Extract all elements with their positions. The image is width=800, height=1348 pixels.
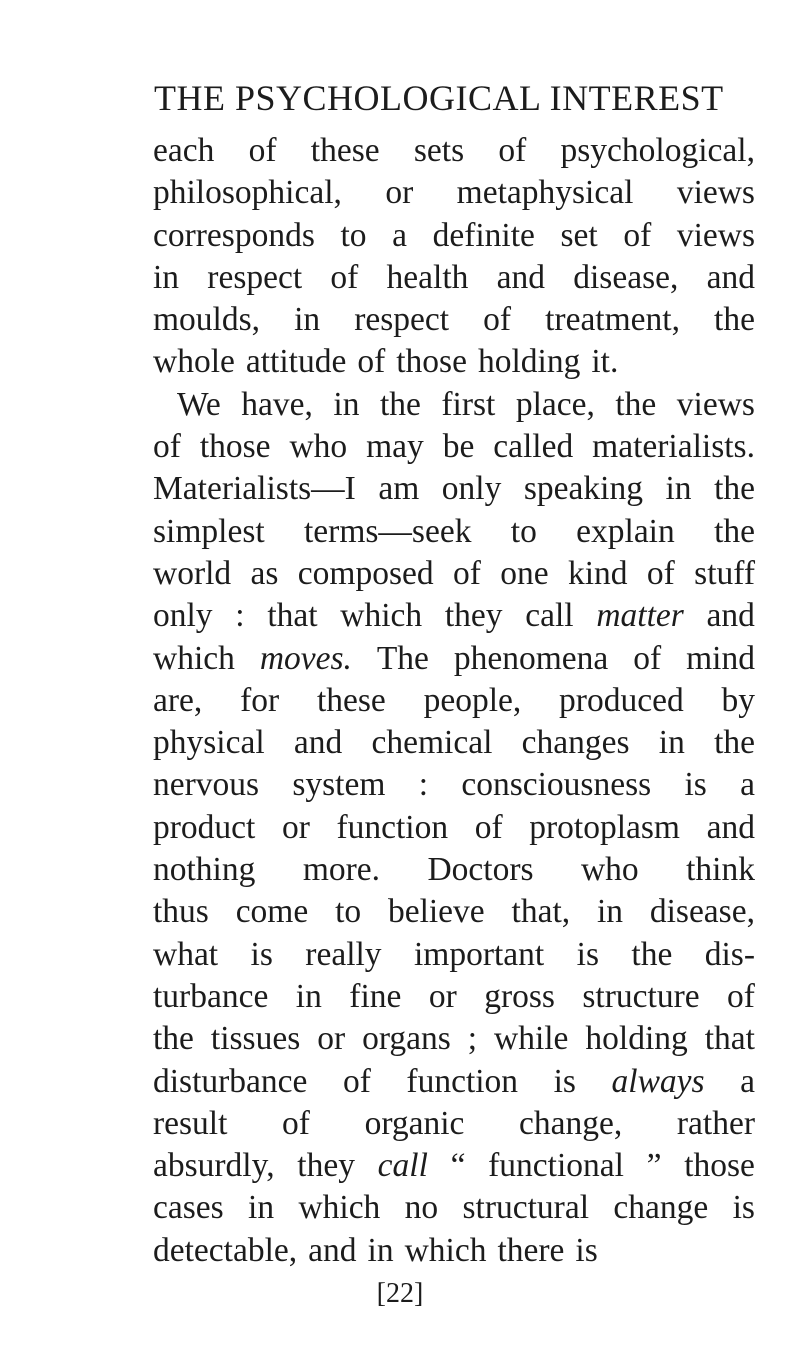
word: disturbance [153, 1062, 308, 1100]
word: moves. [259, 639, 352, 677]
word: organs [362, 1020, 451, 1058]
word: changes [521, 724, 630, 762]
word: may [366, 428, 424, 466]
word: of [342, 1062, 371, 1100]
word: of [623, 216, 652, 254]
text-line [153, 976, 755, 1018]
word: each [153, 132, 215, 169]
word: there [497, 1231, 565, 1269]
word: disease, [649, 893, 755, 931]
word: whole [153, 343, 235, 381]
word: that [267, 597, 318, 635]
word: is [250, 935, 273, 973]
running-head: THE PSYCHOLOGICAL INTEREST [154, 78, 724, 118]
word: to [510, 512, 537, 550]
word: metaphysical [456, 174, 634, 212]
word: first [441, 385, 496, 423]
word: : [235, 597, 245, 635]
text-line [153, 807, 755, 849]
word: corresponds [153, 216, 315, 254]
word: chemical [371, 724, 493, 762]
word: in [367, 1231, 394, 1269]
text-line [153, 553, 755, 595]
word: holding [477, 343, 581, 381]
text-line [153, 849, 755, 891]
word: which [153, 639, 235, 677]
word: of [483, 301, 512, 339]
word: think [686, 851, 755, 889]
word: ” [646, 1147, 662, 1185]
word: detectable, [153, 1231, 298, 1269]
word: and [308, 1231, 357, 1269]
word: it. [591, 343, 619, 381]
word: and [496, 258, 545, 296]
word: call [377, 1147, 428, 1185]
word: or [317, 1020, 346, 1058]
word: explain [576, 512, 675, 550]
word: as [250, 554, 279, 592]
word: in [596, 893, 624, 931]
text-line [153, 426, 755, 468]
word: is [732, 1189, 755, 1227]
word: for [240, 681, 280, 719]
word: or [428, 977, 457, 1015]
text-line [153, 680, 755, 722]
word: composed [297, 554, 434, 592]
word: these [316, 681, 386, 719]
word: the [714, 470, 755, 508]
word: while [494, 1020, 569, 1058]
word: views [676, 216, 755, 254]
word: these [310, 132, 380, 169]
word: mind [686, 639, 755, 677]
word: health [386, 258, 469, 296]
word: to [335, 893, 362, 931]
word: of [248, 132, 277, 169]
word: the [631, 935, 673, 973]
word: have, [241, 385, 313, 423]
word: philosophical, [153, 174, 342, 212]
word: views [676, 385, 755, 423]
word: materialists. [592, 428, 755, 466]
text-line [153, 1018, 755, 1060]
word: only [153, 597, 213, 635]
text-line [153, 511, 755, 553]
word: Materialists—I [153, 470, 356, 508]
word: always [611, 1062, 705, 1100]
word: absurdly, [153, 1147, 275, 1185]
word: functional [488, 1147, 624, 1185]
word: that [704, 1020, 755, 1058]
text-line [153, 1103, 755, 1145]
word: they [444, 597, 503, 635]
word: simplest [153, 512, 265, 550]
word: of [357, 343, 386, 381]
word: : [418, 766, 429, 804]
text-line [153, 595, 755, 637]
word: be [442, 428, 475, 466]
word: place, [515, 385, 595, 423]
text-line [153, 638, 755, 680]
word: tissues [210, 1020, 301, 1058]
text-line [153, 1187, 755, 1229]
word: believe [387, 893, 485, 931]
word: in [665, 470, 692, 508]
word: system [292, 766, 386, 804]
word: the [714, 724, 755, 762]
word: of [498, 132, 527, 169]
word: a [392, 216, 407, 254]
word: really [305, 935, 382, 973]
word: terms—seek [304, 512, 472, 550]
text-line [153, 384, 755, 426]
word: views [676, 174, 755, 212]
word: fine [349, 977, 402, 1015]
word: or [281, 808, 310, 846]
word: that, [511, 893, 571, 931]
word: those [396, 343, 467, 381]
word: the [714, 301, 755, 339]
word: and [706, 808, 755, 846]
word: a [740, 766, 755, 804]
word: structural [462, 1189, 590, 1227]
word: attitude [245, 343, 347, 381]
word: thus [153, 893, 209, 931]
word: respect [207, 258, 303, 296]
text-line [153, 215, 755, 257]
word: the [153, 1020, 194, 1058]
word: of [646, 554, 675, 592]
word: important [413, 935, 545, 973]
word: which [340, 597, 423, 635]
word: physical [153, 724, 265, 762]
word: of [727, 977, 755, 1015]
word: to [340, 216, 367, 254]
word: change, [519, 1104, 623, 1142]
word: moulds, [153, 301, 261, 339]
word: the [714, 512, 755, 550]
word: the [615, 385, 657, 423]
word: phenomena [453, 639, 609, 677]
word: one [500, 554, 549, 592]
word: is [553, 1062, 576, 1100]
text-line [153, 1061, 755, 1103]
word: nothing [153, 851, 256, 889]
text-line [153, 299, 755, 341]
word: is [575, 1231, 598, 1269]
word: by [721, 681, 755, 719]
word: produced [559, 681, 684, 719]
word: and [293, 724, 343, 762]
word: sets [413, 132, 465, 169]
word: change [613, 1189, 709, 1227]
text-line [153, 1145, 755, 1187]
word: “ [450, 1147, 466, 1185]
word: stuff [694, 554, 755, 592]
word: of [474, 808, 503, 846]
word: am [378, 470, 420, 508]
word: call [525, 597, 574, 635]
text-line [153, 257, 755, 299]
word: matter [596, 597, 684, 635]
word: more. [302, 851, 381, 889]
word: of [330, 258, 359, 296]
text-line [153, 341, 755, 383]
word: who [580, 851, 639, 889]
word: no [404, 1189, 439, 1227]
word: We [177, 385, 221, 423]
text-line [153, 891, 755, 933]
word: in [294, 301, 321, 339]
word: called [493, 428, 574, 466]
page-number: [22] [376, 1278, 424, 1309]
word: definite [432, 216, 535, 254]
word: nervous [153, 766, 260, 804]
word: those [199, 428, 271, 466]
word: set [560, 216, 598, 254]
word: of [153, 428, 181, 466]
word: protoplasm [529, 808, 680, 846]
word: the [379, 385, 421, 423]
word: in [333, 385, 360, 423]
word: in [295, 977, 322, 1015]
word: is [684, 766, 707, 804]
word: result [153, 1104, 228, 1142]
text-line [153, 934, 755, 976]
word: gross [484, 977, 555, 1015]
word: is [576, 935, 599, 973]
text-line [153, 764, 755, 806]
text-line [153, 722, 755, 764]
word: of [452, 554, 481, 592]
word: The [376, 639, 429, 677]
word: ; [467, 1020, 478, 1058]
word: which [404, 1231, 487, 1269]
word: in [153, 258, 180, 296]
word: are, [153, 681, 203, 719]
body-text [153, 130, 755, 1272]
word: which [298, 1189, 381, 1227]
word: a [740, 1062, 755, 1100]
word: product [153, 808, 256, 846]
word: organic [364, 1104, 465, 1142]
word: in [248, 1189, 275, 1227]
word: those [684, 1147, 755, 1185]
word: come [235, 893, 309, 931]
word: function [336, 808, 449, 846]
word: kind [567, 554, 628, 592]
text-line [153, 130, 755, 172]
word: only [441, 470, 502, 508]
word: psychological, [560, 132, 755, 169]
word: structure [582, 977, 700, 1015]
word: turbance [153, 977, 269, 1015]
word: or [385, 174, 414, 212]
word: respect [354, 301, 450, 339]
text-line [153, 1230, 755, 1272]
word: rather [676, 1104, 755, 1142]
word: world [153, 554, 232, 592]
word: treatment, [545, 301, 680, 339]
word: of [282, 1104, 310, 1142]
word: they [297, 1147, 355, 1185]
word: function [406, 1062, 519, 1100]
word: dis- [704, 935, 755, 973]
word: speaking [523, 470, 643, 508]
word: people, [423, 681, 522, 719]
word: consciousness [461, 766, 652, 804]
word: who [289, 428, 348, 466]
word: and [706, 258, 755, 296]
word: and [706, 597, 755, 635]
word: disease, [573, 258, 679, 296]
word: cases [153, 1189, 224, 1227]
text-line [153, 468, 755, 510]
text-line [153, 172, 755, 214]
word: holding [585, 1020, 688, 1058]
word: Doctors [427, 851, 534, 889]
word: what [153, 935, 219, 973]
word: in [658, 724, 685, 762]
word: of [633, 639, 662, 677]
